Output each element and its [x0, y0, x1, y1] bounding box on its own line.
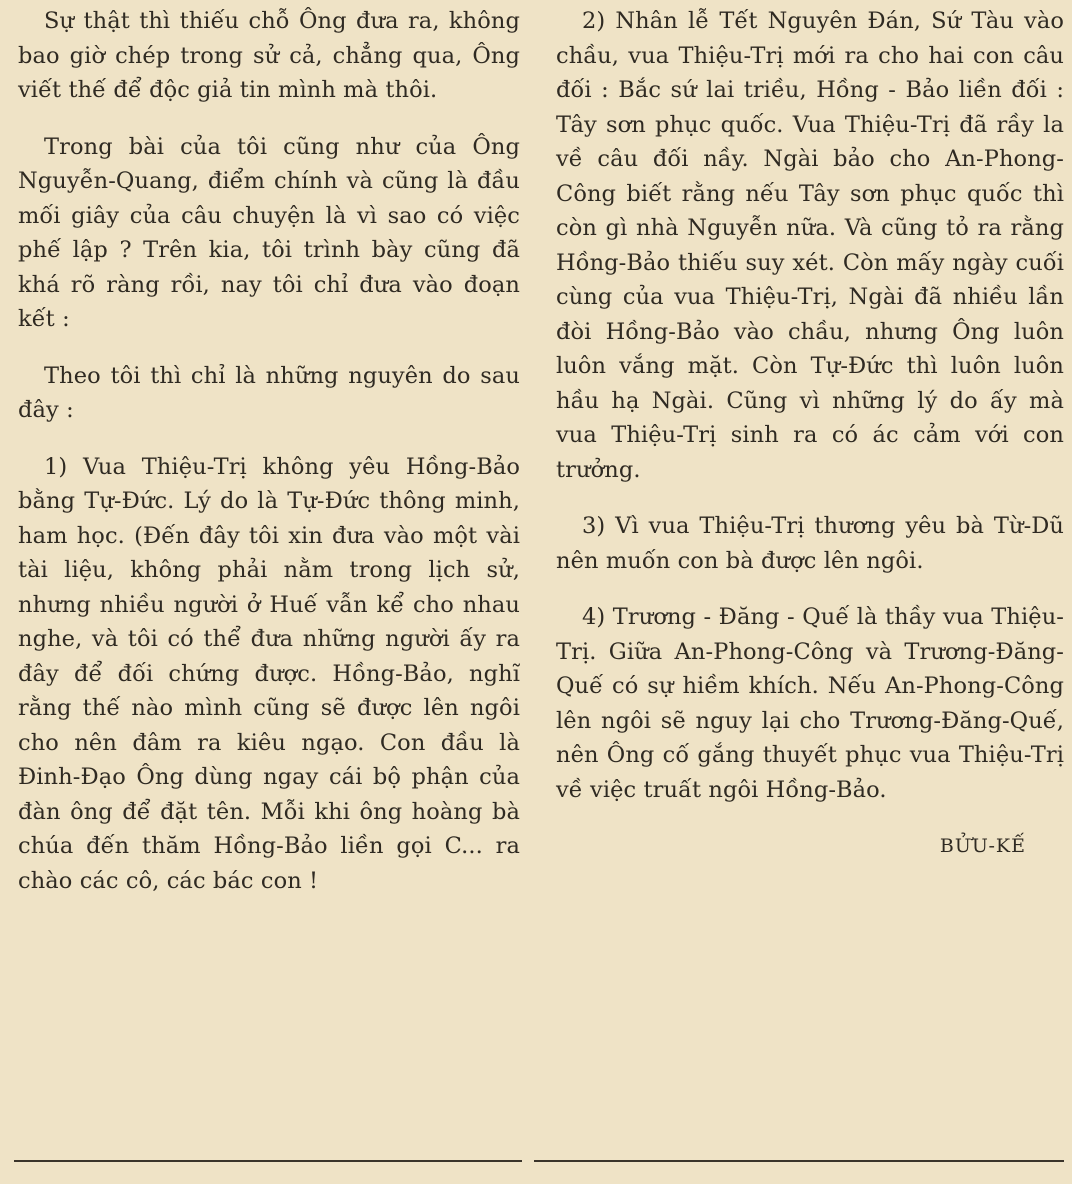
paragraph-main-point: Trong bài của tôi cũng như của Ông Nguyễn-Quang, điểm chính và cũng là đầu mối giây của câu chuyện là vì sao có việc phế lập ? Trên kia, tôi trình bày cũng đã khá rõ ràng rồi, nay tôi chỉ đưa vào đoạn kết : [18, 133, 520, 332]
left-column [18, 4, 520, 920]
paragraph-reason-3: 3) Vì vua Thiệu-Trị thương yêu bà Từ-Dũ nên muốn con bà được lên ngôi. [556, 513, 1064, 574]
paragraph-reason-4: 4) Trương - Đăng - Quế là thầy vua Thiệu-Trị. Giữa An-Phong-Công và Trương-Đăng-Quế có sự hiềm khích. Nếu An-Phong-Công lên ngôi sẽ nguy lại cho Trương-Đăng-Quế, nên Ông cố gắng thuyết phục vua Thiệu-Trị về việc truất ngôi Hồng-Bảo. [556, 604, 1064, 803]
author-signature: BỬU-KẾ [939, 835, 1026, 857]
paragraph-intro: Sự thật thì thiếu chỗ Ông đưa ra, không bao giờ chép trong sử cả, chẳng qua, Ông viết thế để độc giả tin mình mà thôi. [18, 8, 520, 103]
bottom-rule-right [534, 1160, 1064, 1162]
paragraph-reason-1: 1) Vua Thiệu-Trị không yêu Hồng-Bảo bằng Tự-Đức. Lý do là Tự-Đức thông minh, ham học. (Đến đây tôi xin đưa vào một vài tài liệu, không phải nằm trong lịch sử, nhưng nhiều người ở Huế vẫn kể cho nhau nghe, và tôi có thể đưa những người ấy ra đây để đối chứng được. Hồng-Bảo, nghĩ rằng thế nào mình cũng sẽ được lên ngôi cho nên đâm ra kiêu ngạo. Con đầu là Đinh-Đạo Ông dùng ngay cái bộ phận của đàn ông để đặt tên. Mỗi khi ông hoàng bà chúa đến thăm Hồng-Bảo liền gọi C... ra chào các cô, các bác con ! [18, 453, 520, 894]
paragraph-reason-2: 2) Nhân lễ Tết Nguyên Đán, Sứ Tàu vào chầu, vua Thiệu-Trị mới ra cho hai con câu đối : Bắc sứ lai triều, Hồng - Bảo liền đối : Tây sơn phục quốc. Vua Thiệu-Trị đã rầy la về câu đối nầy. Ngài bảo cho An-Phong-Công biết rằng nếu Tây sơn phục quốc thì còn gì nhà Nguyễn nữa. Và cũng tỏ ra rằng Hồng-Bảo thiếu suy xét. Còn mấy ngày cuối cùng của vua Thiệu-Trị, Ngài đã nhiều lần đòi Hồng-Bảo vào chầu, nhưng Ông luôn luôn vắng mặt. Còn Tự-Đức thì luôn luôn hầu hạ Ngài. Cũng vì những lý do ấy mà vua Thiệu-Trị sinh ra có ác cảm với con trưởng. [556, 8, 1064, 483]
right-column [556, 4, 1064, 886]
paragraph-reasons-lead: Theo tôi thì chỉ là những nguyên do sau đây : [18, 362, 520, 423]
bottom-rule-left [14, 1160, 522, 1162]
